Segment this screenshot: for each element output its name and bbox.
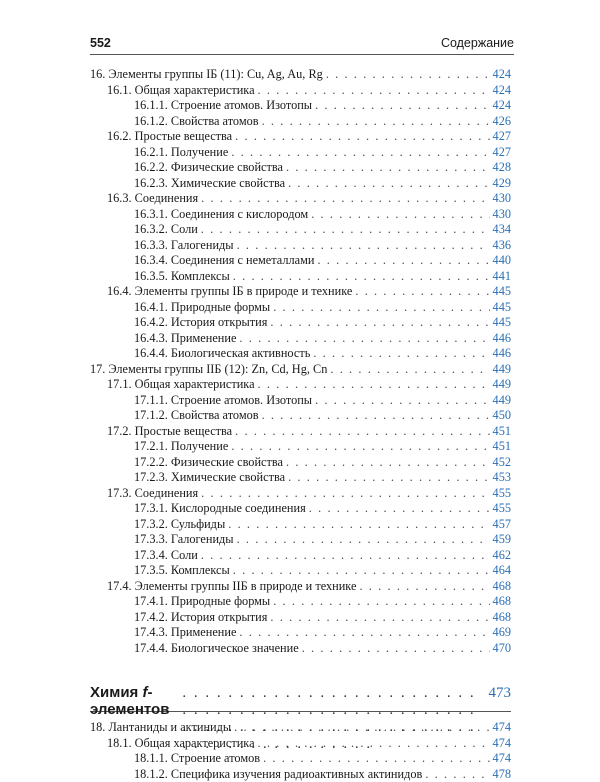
toc-entry-page[interactable]: 424 (493, 98, 511, 113)
page-number: 552 (90, 36, 111, 50)
toc-entry-title: 16.3. Соединения (107, 191, 198, 206)
dot-leader (425, 767, 489, 782)
dot-leader (235, 129, 489, 144)
toc-entry[interactable] (90, 191, 511, 207)
toc-entry-title: 17.3.1. Кислородные соединения (134, 501, 306, 516)
toc-entry-page[interactable]: 449 (493, 377, 511, 392)
toc-entry-page[interactable]: 427 (493, 129, 511, 144)
section-title: Химия f-элементов (90, 684, 179, 718)
toc-entry[interactable] (90, 736, 511, 752)
dot-leader (313, 346, 489, 361)
toc-entry-title: 18.1.1. Строение атомов (134, 751, 260, 766)
toc-entry-title: 16. Элементы группы IБ (11): Cu, Ag, Au, Rg (90, 67, 323, 82)
toc-entry[interactable] (90, 486, 511, 502)
table-of-contents (90, 67, 511, 782)
toc-entry-title: 16.1. Общая характеристика (107, 83, 255, 98)
dot-leader (258, 83, 490, 98)
toc-entry-page[interactable]: 440 (493, 253, 511, 268)
toc-entry-title: 17.2. Простые вещества (107, 424, 232, 439)
toc-block-16-17 (90, 67, 511, 656)
toc-entry-title: 17.2.1. Получение (134, 439, 228, 454)
toc-block-18 (90, 720, 511, 782)
running-title: Содержание (441, 36, 514, 50)
dot-leader (231, 439, 489, 454)
toc-entry-page[interactable]: 469 (493, 625, 511, 640)
toc-entry-page[interactable]: 424 (493, 83, 511, 98)
toc-entry-page[interactable]: 424 (493, 67, 511, 82)
dot-leader (286, 160, 490, 175)
toc-entry[interactable] (90, 393, 511, 409)
toc-entry-page[interactable]: 445 (493, 315, 511, 330)
toc-entry-page[interactable]: 455 (493, 486, 511, 501)
dot-leader (201, 548, 490, 563)
page-header (90, 34, 514, 55)
toc-entry-page[interactable]: 468 (493, 579, 511, 594)
toc-entry[interactable] (90, 641, 511, 657)
toc-entry[interactable] (90, 408, 511, 424)
toc-entry[interactable] (90, 160, 511, 176)
toc-entry[interactable] (90, 767, 511, 782)
toc-entry[interactable] (90, 129, 511, 145)
toc-entry[interactable] (90, 362, 511, 378)
dot-leader (288, 176, 489, 191)
dot-leader (233, 563, 490, 578)
toc-entry-page[interactable]: 478 (493, 767, 511, 782)
toc-entry-title: 16.1.1. Строение атомов. Изотопы (134, 98, 312, 113)
toc-entry[interactable] (90, 517, 511, 533)
toc-entry-page[interactable]: 474 (493, 720, 511, 735)
toc-entry-page[interactable]: 449 (493, 393, 511, 408)
dot-leader (270, 610, 489, 625)
dot-leader (258, 736, 490, 751)
toc-entry[interactable] (90, 377, 511, 393)
dot-leader (273, 300, 489, 315)
toc-entry-title: 18.1. Общая характеристика (107, 736, 255, 751)
toc-entry[interactable] (90, 532, 511, 548)
toc-entry-page[interactable]: 450 (493, 408, 511, 423)
toc-section-heading[interactable] (90, 684, 511, 706)
toc-entry-title: 17.1.1. Строение атомов. Изотопы (134, 393, 312, 408)
toc-entry-page[interactable]: 474 (493, 751, 511, 766)
toc-entry-title: 16.4. Элементы группы IБ в природе и технике (107, 284, 352, 299)
toc-entry[interactable] (90, 67, 511, 83)
toc-entry-title: 16.4.3. Применение (134, 331, 236, 346)
dot-leader (201, 222, 490, 237)
toc-entry-page[interactable]: 445 (493, 300, 511, 315)
dot-leader (234, 720, 489, 735)
toc-entry-title: 17.2.2. Физические свойства (134, 455, 283, 470)
dot-leader (288, 470, 489, 485)
toc-entry-title: 16.3.1. Соединения с кислородом (134, 207, 308, 222)
toc-entry-title: 17.4. Элементы группы IIБ в природе и технике (107, 579, 356, 594)
toc-entry-title: 16.4.4. Биологическая активность (134, 346, 310, 361)
dot-leader (311, 207, 489, 222)
toc-entry-title: 16.2.1. Получение (134, 145, 228, 160)
dot-leader (239, 331, 489, 346)
toc-entry-title: 17.3.4. Соли (134, 548, 198, 563)
dot-leader (228, 517, 489, 532)
dot-leader (309, 501, 490, 516)
dot-leader (355, 284, 489, 299)
toc-entry-page[interactable]: 451 (493, 439, 511, 454)
toc-entry-title: 17.3.3. Галогениды (134, 532, 234, 547)
toc-entry-page[interactable]: 441 (493, 269, 511, 284)
toc-entry-title: 17.2.3. Химические свойства (134, 470, 285, 485)
toc-entry-title: 18. Лантаниды и актиниды (90, 720, 231, 735)
toc-entry[interactable] (90, 455, 511, 471)
toc-entry-title: 16.4.1. Природные формы (134, 300, 270, 315)
toc-entry[interactable] (90, 563, 511, 579)
toc-entry-page[interactable]: 453 (493, 470, 511, 485)
toc-entry-page[interactable]: 468 (493, 594, 511, 609)
toc-entry-title: 16.3.2. Соли (134, 222, 198, 237)
dot-leader (201, 486, 489, 501)
dot-leader (237, 532, 490, 547)
dot-leader (315, 393, 489, 408)
dot-leader (302, 641, 490, 656)
toc-entry[interactable] (90, 269, 511, 285)
toc-entry-page[interactable]: 430 (493, 191, 511, 206)
dot-leader (317, 253, 489, 268)
toc-entry-title: 17.4.1. Природные формы (134, 594, 270, 609)
toc-entry[interactable] (90, 625, 511, 641)
toc-entry-title: 16.3.4. Соединения с неметаллами (134, 253, 314, 268)
dot-leader (262, 408, 490, 423)
toc-entry-page[interactable]: 470 (493, 641, 511, 656)
toc-entry[interactable] (90, 315, 511, 331)
toc-entry-page[interactable]: 464 (493, 563, 511, 578)
toc-entry[interactable] (90, 83, 511, 99)
dot-leader (262, 114, 490, 129)
toc-entry-page[interactable]: 451 (493, 424, 511, 439)
toc-entry-title: 17.4.4. Биологическое значение (134, 641, 299, 656)
toc-entry[interactable] (90, 238, 511, 254)
dot-leader (263, 751, 489, 766)
dot-leader (273, 594, 489, 609)
toc-entry-page[interactable]: 455 (493, 501, 511, 516)
toc-entry[interactable] (90, 176, 511, 192)
dot-leader (231, 145, 489, 160)
toc-entry-page[interactable]: 457 (493, 517, 511, 532)
toc-entry-title: 17.4.2. История открытия (134, 610, 267, 625)
toc-entry-page[interactable]: 430 (493, 207, 511, 222)
dot-leader (201, 191, 489, 206)
toc-entry[interactable] (90, 222, 511, 238)
dot-leader (258, 377, 490, 392)
toc-entry-page[interactable]: 429 (493, 176, 511, 191)
dot-leader (233, 269, 490, 284)
toc-entry-title: 17.3. Соединения (107, 486, 198, 501)
toc-entry-title: 17.1. Общая характеристика (107, 377, 255, 392)
toc-entry[interactable] (90, 548, 511, 564)
toc-entry-title: 17.4.3. Применение (134, 625, 236, 640)
toc-entry-page[interactable]: 434 (493, 222, 511, 237)
dot-leader (239, 625, 489, 640)
toc-entry-title: 16.2.3. Химические свойства (134, 176, 285, 191)
toc-entry[interactable] (90, 424, 511, 440)
toc-entry[interactable] (90, 720, 511, 736)
dot-leader (359, 579, 489, 594)
toc-entry[interactable] (90, 610, 511, 626)
toc-entry[interactable] (90, 594, 511, 610)
toc-entry[interactable] (90, 300, 511, 316)
dot-leader (270, 315, 489, 330)
toc-entry-page[interactable]: 436 (493, 238, 511, 253)
toc-entry-page[interactable]: 445 (493, 284, 511, 299)
toc-entry-title: 18.1.2. Специфика изучения радиоактивных актинидов (134, 767, 422, 782)
toc-entry-page[interactable]: 427 (493, 145, 511, 160)
toc-entry[interactable] (90, 98, 511, 114)
toc-entry-title: 17.3.5. Комплексы (134, 563, 230, 578)
toc-entry[interactable] (90, 751, 511, 767)
toc-entry-title: 17.1.2. Свойства атомов (134, 408, 259, 423)
toc-entry-title: 16.2. Простые вещества (107, 129, 232, 144)
toc-entry[interactable] (90, 470, 511, 486)
toc-entry[interactable] (90, 114, 511, 130)
toc-entry-page[interactable]: 452 (493, 455, 511, 470)
toc-entry[interactable] (90, 346, 511, 362)
section-page: 473 (489, 685, 512, 702)
toc-entry-page[interactable]: 468 (493, 610, 511, 625)
toc-entry[interactable] (90, 145, 511, 161)
dot-leader (286, 455, 490, 470)
dot-leader (237, 238, 490, 253)
dot-leader (315, 98, 489, 113)
toc-entry-title: 16.4.2. История открытия (134, 315, 267, 330)
toc-entry[interactable] (90, 501, 511, 517)
toc-entry-title: 17. Элементы группы IIБ (12): Zn, Cd, Hg, Cn (90, 362, 327, 377)
toc-entry[interactable] (90, 253, 511, 269)
toc-entry-page[interactable]: 446 (493, 331, 511, 346)
toc-entry-page[interactable]: 426 (493, 114, 511, 129)
toc-entry[interactable] (90, 207, 511, 223)
toc-entry[interactable] (90, 284, 511, 300)
toc-entry-page[interactable]: 474 (493, 736, 511, 751)
toc-entry-page[interactable]: 459 (493, 532, 511, 547)
dot-leader (330, 362, 489, 377)
dot-leader (326, 67, 490, 82)
toc-entry[interactable] (90, 579, 511, 595)
section-spacer (90, 656, 511, 684)
toc-entry-page[interactable]: 446 (493, 346, 511, 361)
toc-entry-title: 16.1.2. Свойства атомов (134, 114, 259, 129)
toc-entry-title: 16.2.2. Физические свойства (134, 160, 283, 175)
toc-entry-page[interactable]: 449 (493, 362, 511, 377)
toc-entry-page[interactable]: 462 (493, 548, 511, 563)
toc-entry-title: 16.3.5. Комплексы (134, 269, 230, 284)
toc-entry[interactable] (90, 439, 511, 455)
toc-entry[interactable] (90, 331, 511, 347)
toc-entry-title: 17.3.2. Сульфиды (134, 517, 225, 532)
dot-leader (235, 424, 489, 439)
toc-entry-page[interactable]: 428 (493, 160, 511, 175)
toc-entry-title: 16.3.3. Галогениды (134, 238, 234, 253)
